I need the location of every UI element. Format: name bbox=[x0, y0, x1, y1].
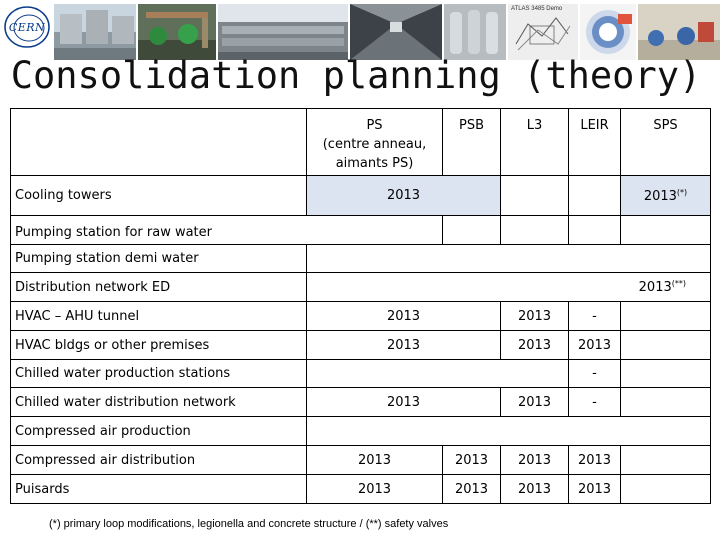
cell-ps: 2013 bbox=[307, 446, 443, 475]
cell-sps bbox=[621, 388, 711, 417]
row-label: Pumping station for raw water bbox=[11, 216, 443, 245]
table-row bbox=[11, 417, 711, 446]
cell-value: 2013 bbox=[643, 188, 677, 204]
photo-caption: ATLAS 3485 Demo bbox=[511, 6, 563, 12]
row-label: Chilled water production stations bbox=[11, 360, 307, 388]
cell-l3 bbox=[501, 216, 569, 245]
table-row bbox=[11, 176, 711, 216]
header-ps-line2: (centre anneau, bbox=[322, 136, 427, 152]
header-banner bbox=[0, 0, 720, 62]
cell-l3 bbox=[501, 176, 569, 216]
row-label: Pumping station demi water bbox=[11, 245, 307, 273]
cell-leir: - bbox=[569, 360, 621, 388]
table-row bbox=[11, 446, 711, 475]
header-ps bbox=[307, 109, 443, 176]
cell-leir: 2013 bbox=[569, 331, 621, 360]
cell-sps bbox=[621, 446, 711, 475]
table-row bbox=[11, 360, 711, 388]
cern-logo bbox=[2, 2, 52, 52]
cell-sps bbox=[307, 273, 711, 302]
cell-empty bbox=[307, 417, 711, 446]
table-header-row bbox=[11, 109, 711, 176]
footnote-marker: (*) bbox=[676, 187, 688, 197]
table-row bbox=[11, 302, 711, 331]
cell-ps-psb bbox=[307, 176, 501, 216]
cell-value: 2013 bbox=[386, 308, 421, 324]
header-empty-cell bbox=[11, 109, 307, 176]
logo-text: CERN bbox=[8, 20, 46, 34]
cell-value: 2013 bbox=[638, 280, 672, 295]
table-row bbox=[11, 475, 711, 504]
cell-psb: 2013 bbox=[443, 475, 501, 504]
cell-l3: 2013 bbox=[501, 302, 569, 331]
cell-psb: 2013 bbox=[443, 446, 501, 475]
cell-l3: 2013 bbox=[501, 388, 569, 417]
cell-sps bbox=[621, 216, 711, 245]
footnote: (*) primary loop modifications, legionella and concrete structure / (**) safety valves bbox=[49, 518, 449, 530]
header-sps: SPS bbox=[621, 109, 711, 176]
cell-leir: - bbox=[569, 302, 621, 331]
cell-value: 2013 bbox=[386, 188, 421, 203]
table-row bbox=[11, 216, 711, 245]
photo-filters bbox=[444, 4, 506, 60]
cell-empty bbox=[307, 245, 711, 273]
photo-ahu-tunnel bbox=[350, 4, 442, 60]
photo-pumps bbox=[138, 4, 216, 60]
cell-leir bbox=[569, 176, 621, 216]
header-leir: LEIR bbox=[569, 109, 621, 176]
photo-cooling-towers bbox=[54, 4, 136, 60]
cell-l3: 2013 bbox=[501, 475, 569, 504]
row-label: Compressed air production bbox=[11, 417, 307, 446]
header-l3: L3 bbox=[501, 109, 569, 176]
header-psb: PSB bbox=[443, 109, 501, 176]
row-label: Cooling towers bbox=[11, 176, 307, 216]
cell-psb bbox=[443, 216, 501, 245]
cell-sps bbox=[621, 475, 711, 504]
photo-chiller-units bbox=[218, 4, 348, 60]
cell-leir: 2013 bbox=[569, 446, 621, 475]
table-row bbox=[11, 273, 711, 302]
photo-cad-drawing bbox=[508, 4, 578, 60]
row-label: HVAC bldgs or other premises bbox=[11, 331, 307, 360]
cell-l3: 2013 bbox=[501, 331, 569, 360]
row-label: Puisards bbox=[11, 475, 307, 504]
table-row bbox=[11, 245, 711, 273]
cell-ps bbox=[307, 331, 501, 360]
row-label: Distribution network ED bbox=[11, 273, 307, 302]
page-title: Consolidation planning (theory) bbox=[10, 54, 702, 97]
table-row bbox=[11, 388, 711, 417]
cell-empty bbox=[307, 360, 569, 388]
row-label: HVAC – AHU tunnel bbox=[11, 302, 307, 331]
cell-leir bbox=[569, 216, 621, 245]
header-ps-line1: PS bbox=[366, 118, 383, 133]
cell-leir: 2013 bbox=[569, 475, 621, 504]
cell-value: 2013 bbox=[386, 394, 421, 410]
cell-leir: - bbox=[569, 388, 621, 417]
row-label: Compressed air distribution bbox=[11, 446, 307, 475]
footnote-marker: (**) bbox=[671, 279, 686, 288]
cell-l3: 2013 bbox=[501, 446, 569, 475]
cell-sps bbox=[621, 302, 711, 331]
cell-value: 2013 bbox=[386, 337, 421, 353]
cell-sps bbox=[621, 331, 711, 360]
cell-ps bbox=[307, 388, 501, 417]
cell-ps bbox=[307, 302, 501, 331]
cell-ps: 2013 bbox=[307, 475, 443, 504]
photo-ring-diagram bbox=[580, 4, 636, 60]
photo-compressors bbox=[638, 4, 720, 60]
table-row bbox=[11, 331, 711, 360]
cell-sps bbox=[621, 360, 711, 388]
cell-sps bbox=[621, 176, 711, 216]
row-label: Chilled water distribution network bbox=[11, 388, 307, 417]
planning-table bbox=[10, 108, 711, 504]
header-ps-line3: aimants PS) bbox=[335, 155, 414, 171]
